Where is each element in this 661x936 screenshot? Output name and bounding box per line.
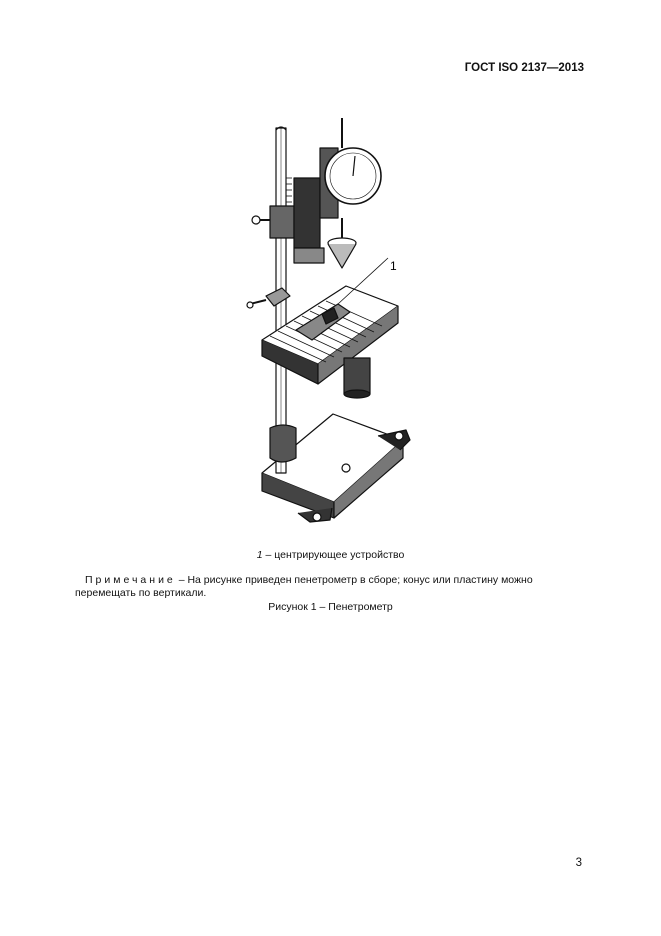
page-number: 3 — [575, 857, 582, 869]
callout-number: 1 — [390, 259, 397, 273]
note-text: – На рисунке приведен пенетрометр в сборе; конус или пластину можно перемещать по вертикали. — [75, 574, 533, 599]
figure-note — [75, 574, 585, 600]
document-code: ГОСТ ISO 2137—2013 — [464, 62, 584, 74]
figure-legend — [0, 549, 661, 561]
legend-text: – центрирующее устройство — [262, 549, 405, 561]
penetrometer-drawing — [238, 118, 428, 538]
note-label: Примечание — [85, 574, 176, 586]
penetrometer-figure — [238, 118, 428, 538]
legend-number: 1 — [256, 549, 263, 561]
figure-caption: Рисунок 1 – Пенетрометр — [268, 601, 393, 613]
